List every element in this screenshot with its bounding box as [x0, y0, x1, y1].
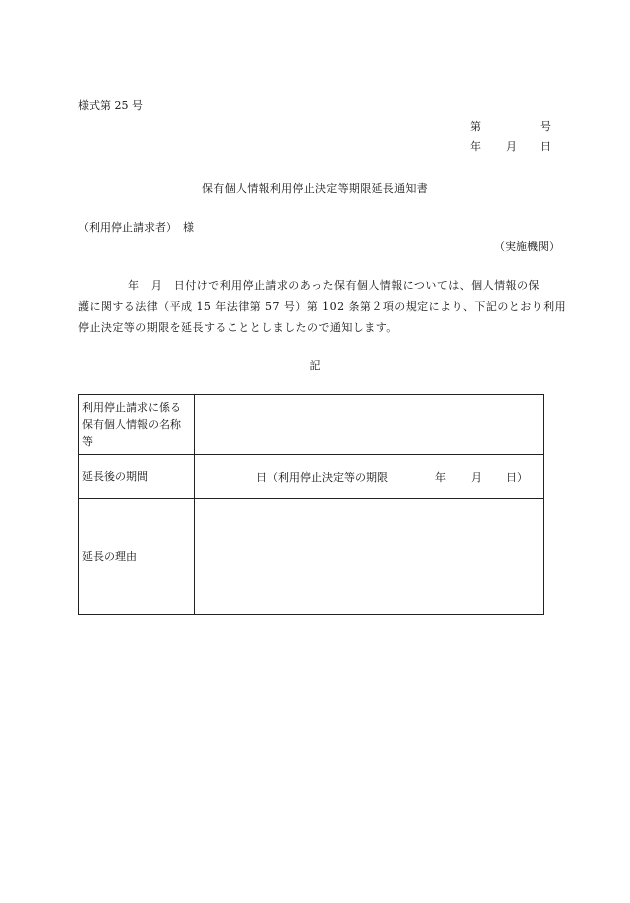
form-number: 様式第 25 号 [78, 99, 143, 112]
date-month: 月 [506, 140, 517, 153]
value-information-name[interactable] [195, 395, 544, 455]
date-year: 年 [470, 140, 481, 153]
table-row-extension-reason [79, 499, 544, 615]
body-text-line-1: 年 月 日付けで利用停止請求のあった保有個人情報については、個人情報の保 [128, 279, 540, 292]
table-row-information-name [79, 395, 544, 455]
body-text-line-3: 停止決定等の期限を延長することとしましたので通知します。 [78, 321, 398, 334]
document-number-suffix: 号 [540, 120, 551, 133]
ki-heading: 記 [309, 359, 321, 372]
issuer: （実施機関） [494, 240, 560, 253]
value-extension-reason[interactable] [195, 499, 544, 615]
label-extension-reason: 延長の理由 [79, 499, 195, 615]
label-extended-period: 延長後の期間 [79, 455, 195, 499]
document-number-prefix: 第 [470, 120, 481, 133]
value-extended-period[interactable] [195, 455, 544, 499]
table-row-extended-period [79, 455, 544, 499]
addressee-honorific: 様 [183, 221, 194, 234]
label-information-name: 利用停止請求に係る保有個人情報の名称等 [79, 395, 195, 455]
details-table [78, 394, 544, 615]
period-month-text: 月 [471, 471, 482, 484]
document-title: 保有個人情報利用停止決定等期限延長通知書 [202, 182, 428, 195]
body-text-line-2: 護に関する法律（平成 15 年法律第 57 号）第 102 条第２項の規定により、下記のとおり利用 [78, 300, 567, 313]
period-day-text: 日） [506, 471, 528, 484]
date-day: 日 [540, 140, 551, 153]
period-year-text: 年 [435, 471, 446, 484]
addressee-name: （利用停止請求者） [78, 221, 177, 234]
period-days-text: 日（利用停止決定等の期限 [256, 471, 388, 484]
